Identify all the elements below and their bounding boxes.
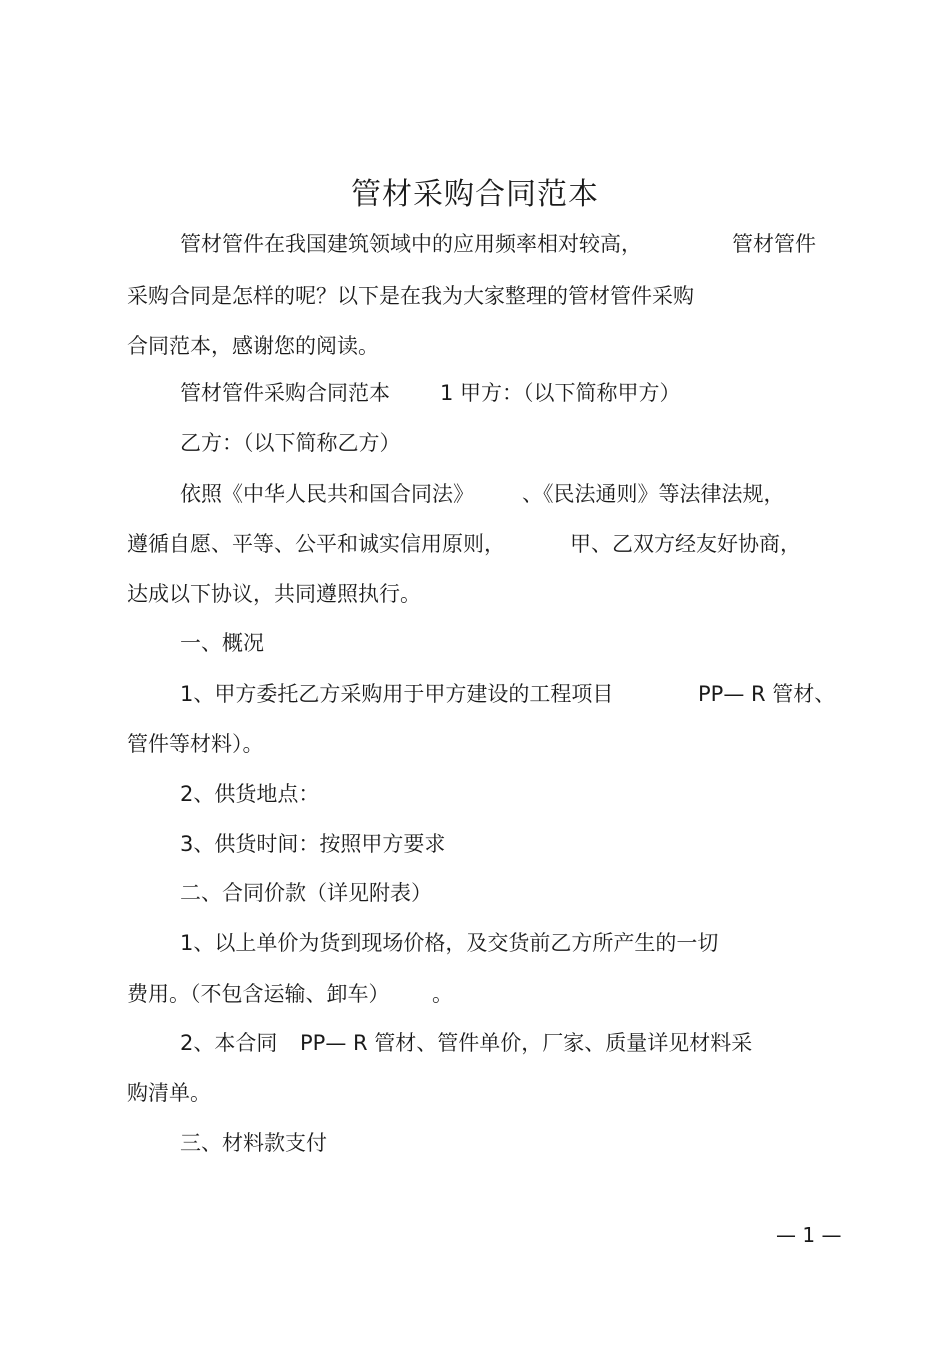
paragraph-line: 乙方：（以下简称乙方） xyxy=(180,431,401,455)
paragraph-line: 2、本合同 xyxy=(180,1031,278,1055)
paragraph-line: 采购合同是怎样的呢？以下是在我为大家整理的管材管件采购 xyxy=(127,284,694,308)
paragraph-line: 2、供货地点： xyxy=(180,782,320,806)
paragraph-line: 依照《中华人民共和国合同法》 xyxy=(180,482,474,506)
page-number: — 1 — xyxy=(776,1223,842,1247)
paragraph-line: PP— R 管材、管件单价，厂家、质量详见材料采 xyxy=(300,1031,753,1055)
paragraph-line: 3、供货时间：按照甲方要求 xyxy=(180,832,446,856)
paragraph-line: 管材管件采购合同范本 xyxy=(180,381,390,405)
paragraph-line: 1、以上单价为货到现场价格，及交货前乙方所产生的一切 xyxy=(180,931,719,955)
paragraph-line: 甲、乙双方经友好协商， xyxy=(570,532,801,556)
paragraph-line: 1、甲方委托乙方采购用于甲方建设的工程项目 xyxy=(180,682,614,706)
paragraph-line: 管材管件在我国建筑领域中的应用频率相对较高， xyxy=(180,232,642,256)
paragraph-line: 管材管件 xyxy=(732,232,816,256)
paragraph-line: 遵循自愿、平等、公平和诚实信用原则， xyxy=(127,532,505,556)
paragraph-line: 。 xyxy=(432,982,453,1006)
paragraph-line: 费用。（不包含运输、卸车） xyxy=(127,982,390,1006)
document-title: 管材采购合同范本 xyxy=(351,177,599,212)
paragraph-line: PP— R 管材、 xyxy=(698,682,836,706)
paragraph-line: 合同范本，感谢您的阅读。 xyxy=(127,334,379,358)
section-heading: 一、概况 xyxy=(180,631,264,655)
paragraph-line: 达成以下协议，共同遵照执行。 xyxy=(127,582,421,606)
section-heading: 二、合同价款（详见附表） xyxy=(180,881,432,905)
section-heading: 三、材料款支付 xyxy=(180,1131,327,1155)
paragraph-line: 购清单。 xyxy=(127,1081,211,1105)
paragraph-line: 管件等材料）。 xyxy=(127,732,264,756)
paragraph-line: 、《民法通则》等法律法规， xyxy=(522,482,785,506)
paragraph-line: 1 甲方：（以下简称甲方） xyxy=(440,381,681,405)
